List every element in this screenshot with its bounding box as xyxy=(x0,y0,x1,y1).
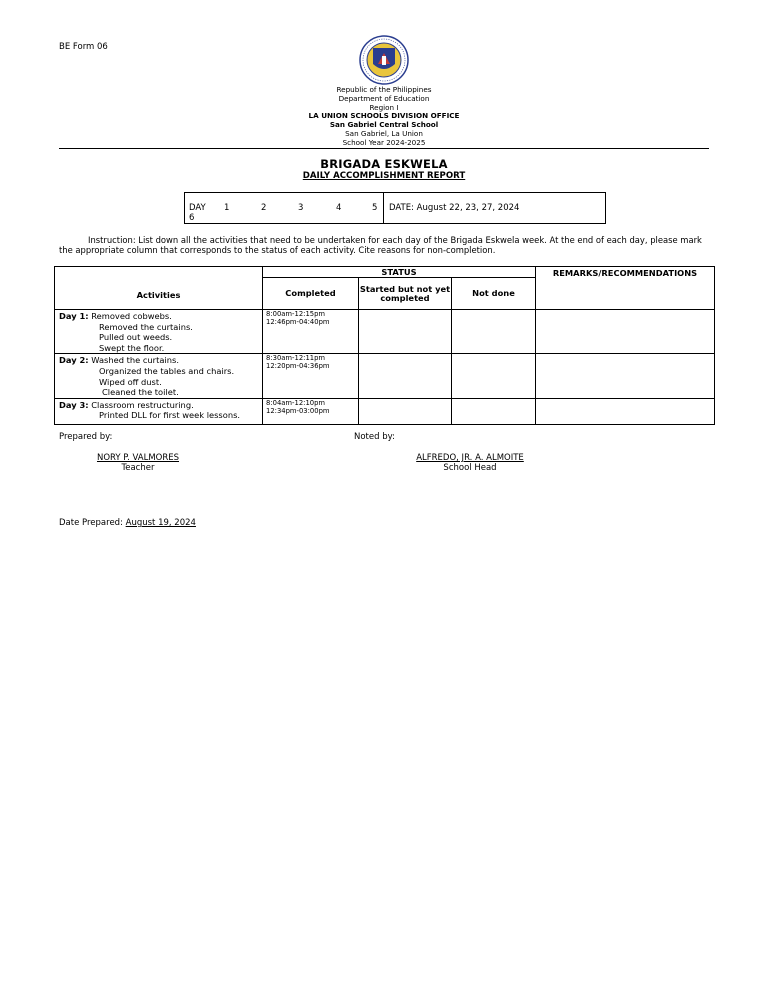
time-range: 12:34pm-03:00pm xyxy=(266,406,330,415)
not-done-cell xyxy=(452,398,536,424)
report-subtitle: DAILY ACCOMPLISHMENT REPORT xyxy=(302,171,466,181)
activities-cell xyxy=(55,310,263,354)
day-tag: Day 2: xyxy=(59,355,89,366)
date-prepared-label: Date Prepared: xyxy=(59,518,123,528)
day-date-box xyxy=(184,192,606,224)
header-school-year: School Year 2024-2025 xyxy=(342,137,426,147)
preparer-role: Teacher xyxy=(121,463,155,473)
header-started: Started but not yet completed xyxy=(359,278,452,310)
report-title: BRIGADA ESKWELA xyxy=(320,157,448,171)
activity-item: Removed cobwebs. xyxy=(91,311,172,321)
time-range: 8:04am-12:10pm xyxy=(266,398,326,407)
activities-cell xyxy=(55,398,263,424)
completed-cell xyxy=(263,398,359,424)
deped-seal-icon xyxy=(354,34,414,86)
activities-cell xyxy=(55,354,263,398)
time-range: 8:00am-12:15pm xyxy=(266,310,326,318)
report-dates: DATE: August 22, 23, 27, 2024 xyxy=(389,203,520,213)
activity-item: Cleaned the toilet. xyxy=(102,387,179,398)
time-range: 12:20pm-04:36pm xyxy=(266,362,330,371)
noter-signature-block xyxy=(400,453,540,473)
date-prepared-value: August 19, 2024 xyxy=(125,518,196,528)
header-division: LA UNION SCHOOLS DIVISION OFFICE xyxy=(308,111,460,121)
form-number: BE Form 06 xyxy=(59,42,108,52)
activity-item: Washed the curtains. xyxy=(91,355,179,366)
completed-cell xyxy=(263,354,359,398)
header-region: Region I xyxy=(369,102,399,112)
noter-role: School Head xyxy=(443,463,497,473)
started-cell xyxy=(359,354,452,398)
day-label: DAY xyxy=(189,203,206,213)
header-status: STATUS xyxy=(263,267,536,278)
activity-item: Wiped off dust. xyxy=(99,376,162,387)
activity-item: Swept the floor. xyxy=(99,342,165,353)
header-not-done: Not done xyxy=(452,278,536,310)
header-republic: Republic of the Philippines xyxy=(336,85,432,94)
accomplishment-table xyxy=(54,266,715,425)
remarks-cell xyxy=(536,310,715,354)
time-range: 8:30am-12:11pm xyxy=(266,354,326,363)
not-done-cell xyxy=(452,310,536,354)
day-tag: Day 3: xyxy=(59,399,89,410)
table-row xyxy=(55,354,715,398)
date-prepared xyxy=(59,518,196,528)
day-number-4: 4 xyxy=(336,203,342,213)
day-number-1: 1 xyxy=(224,203,230,213)
day-number-5: 5 xyxy=(372,203,378,213)
activity-item: Pulled out weeds. xyxy=(99,332,173,343)
header-department: Department of Education xyxy=(338,93,430,103)
activity-item: Printed DLL for first week lessons. xyxy=(99,410,241,421)
header-completed: Completed xyxy=(263,278,359,310)
activity-item: Classroom restructuring. xyxy=(91,399,194,410)
day-date-separator xyxy=(383,193,384,223)
header-school: San Gabriel Central School xyxy=(329,120,439,130)
remarks-cell xyxy=(536,354,715,398)
started-cell xyxy=(359,398,452,424)
not-done-cell xyxy=(452,354,536,398)
day-number-3: 3 xyxy=(298,203,304,213)
header-activities: Activities xyxy=(55,267,263,310)
header-address: San Gabriel, La Union xyxy=(345,128,423,138)
remarks-cell xyxy=(536,398,715,424)
table-row xyxy=(55,398,715,424)
noted-by-label: Noted by: xyxy=(354,432,395,442)
header-divider xyxy=(59,148,709,149)
preparer-name: NORY P. VALMORES xyxy=(96,453,180,463)
completed-cell xyxy=(263,310,359,354)
instruction-text: Instruction: List down all the activities that need to be undertaken for each day of the Brigada Eskwela week. At the end of each day, please mark the appropriate column that corresponds to the status of each activity. Cite reasons for non-completion. xyxy=(59,235,702,256)
prepared-by-label: Prepared by: xyxy=(59,432,113,442)
day-number-2: 2 xyxy=(261,203,267,213)
day-tag: Day 1: xyxy=(59,311,89,321)
header-remarks: REMARKS/RECOMMENDATIONS xyxy=(536,267,715,310)
table-row xyxy=(55,310,715,354)
noter-name: ALFREDO, JR. A. ALMOITE xyxy=(416,453,524,463)
started-cell xyxy=(359,310,452,354)
preparer-signature-block xyxy=(78,453,198,473)
time-range: 12:46pm-04:40pm xyxy=(266,317,330,326)
header-block xyxy=(250,86,518,148)
activity-item: Removed the curtains. xyxy=(99,321,193,332)
day-number-6: 6 xyxy=(189,213,195,223)
activity-item: Organized the tables and chairs. xyxy=(99,365,235,376)
